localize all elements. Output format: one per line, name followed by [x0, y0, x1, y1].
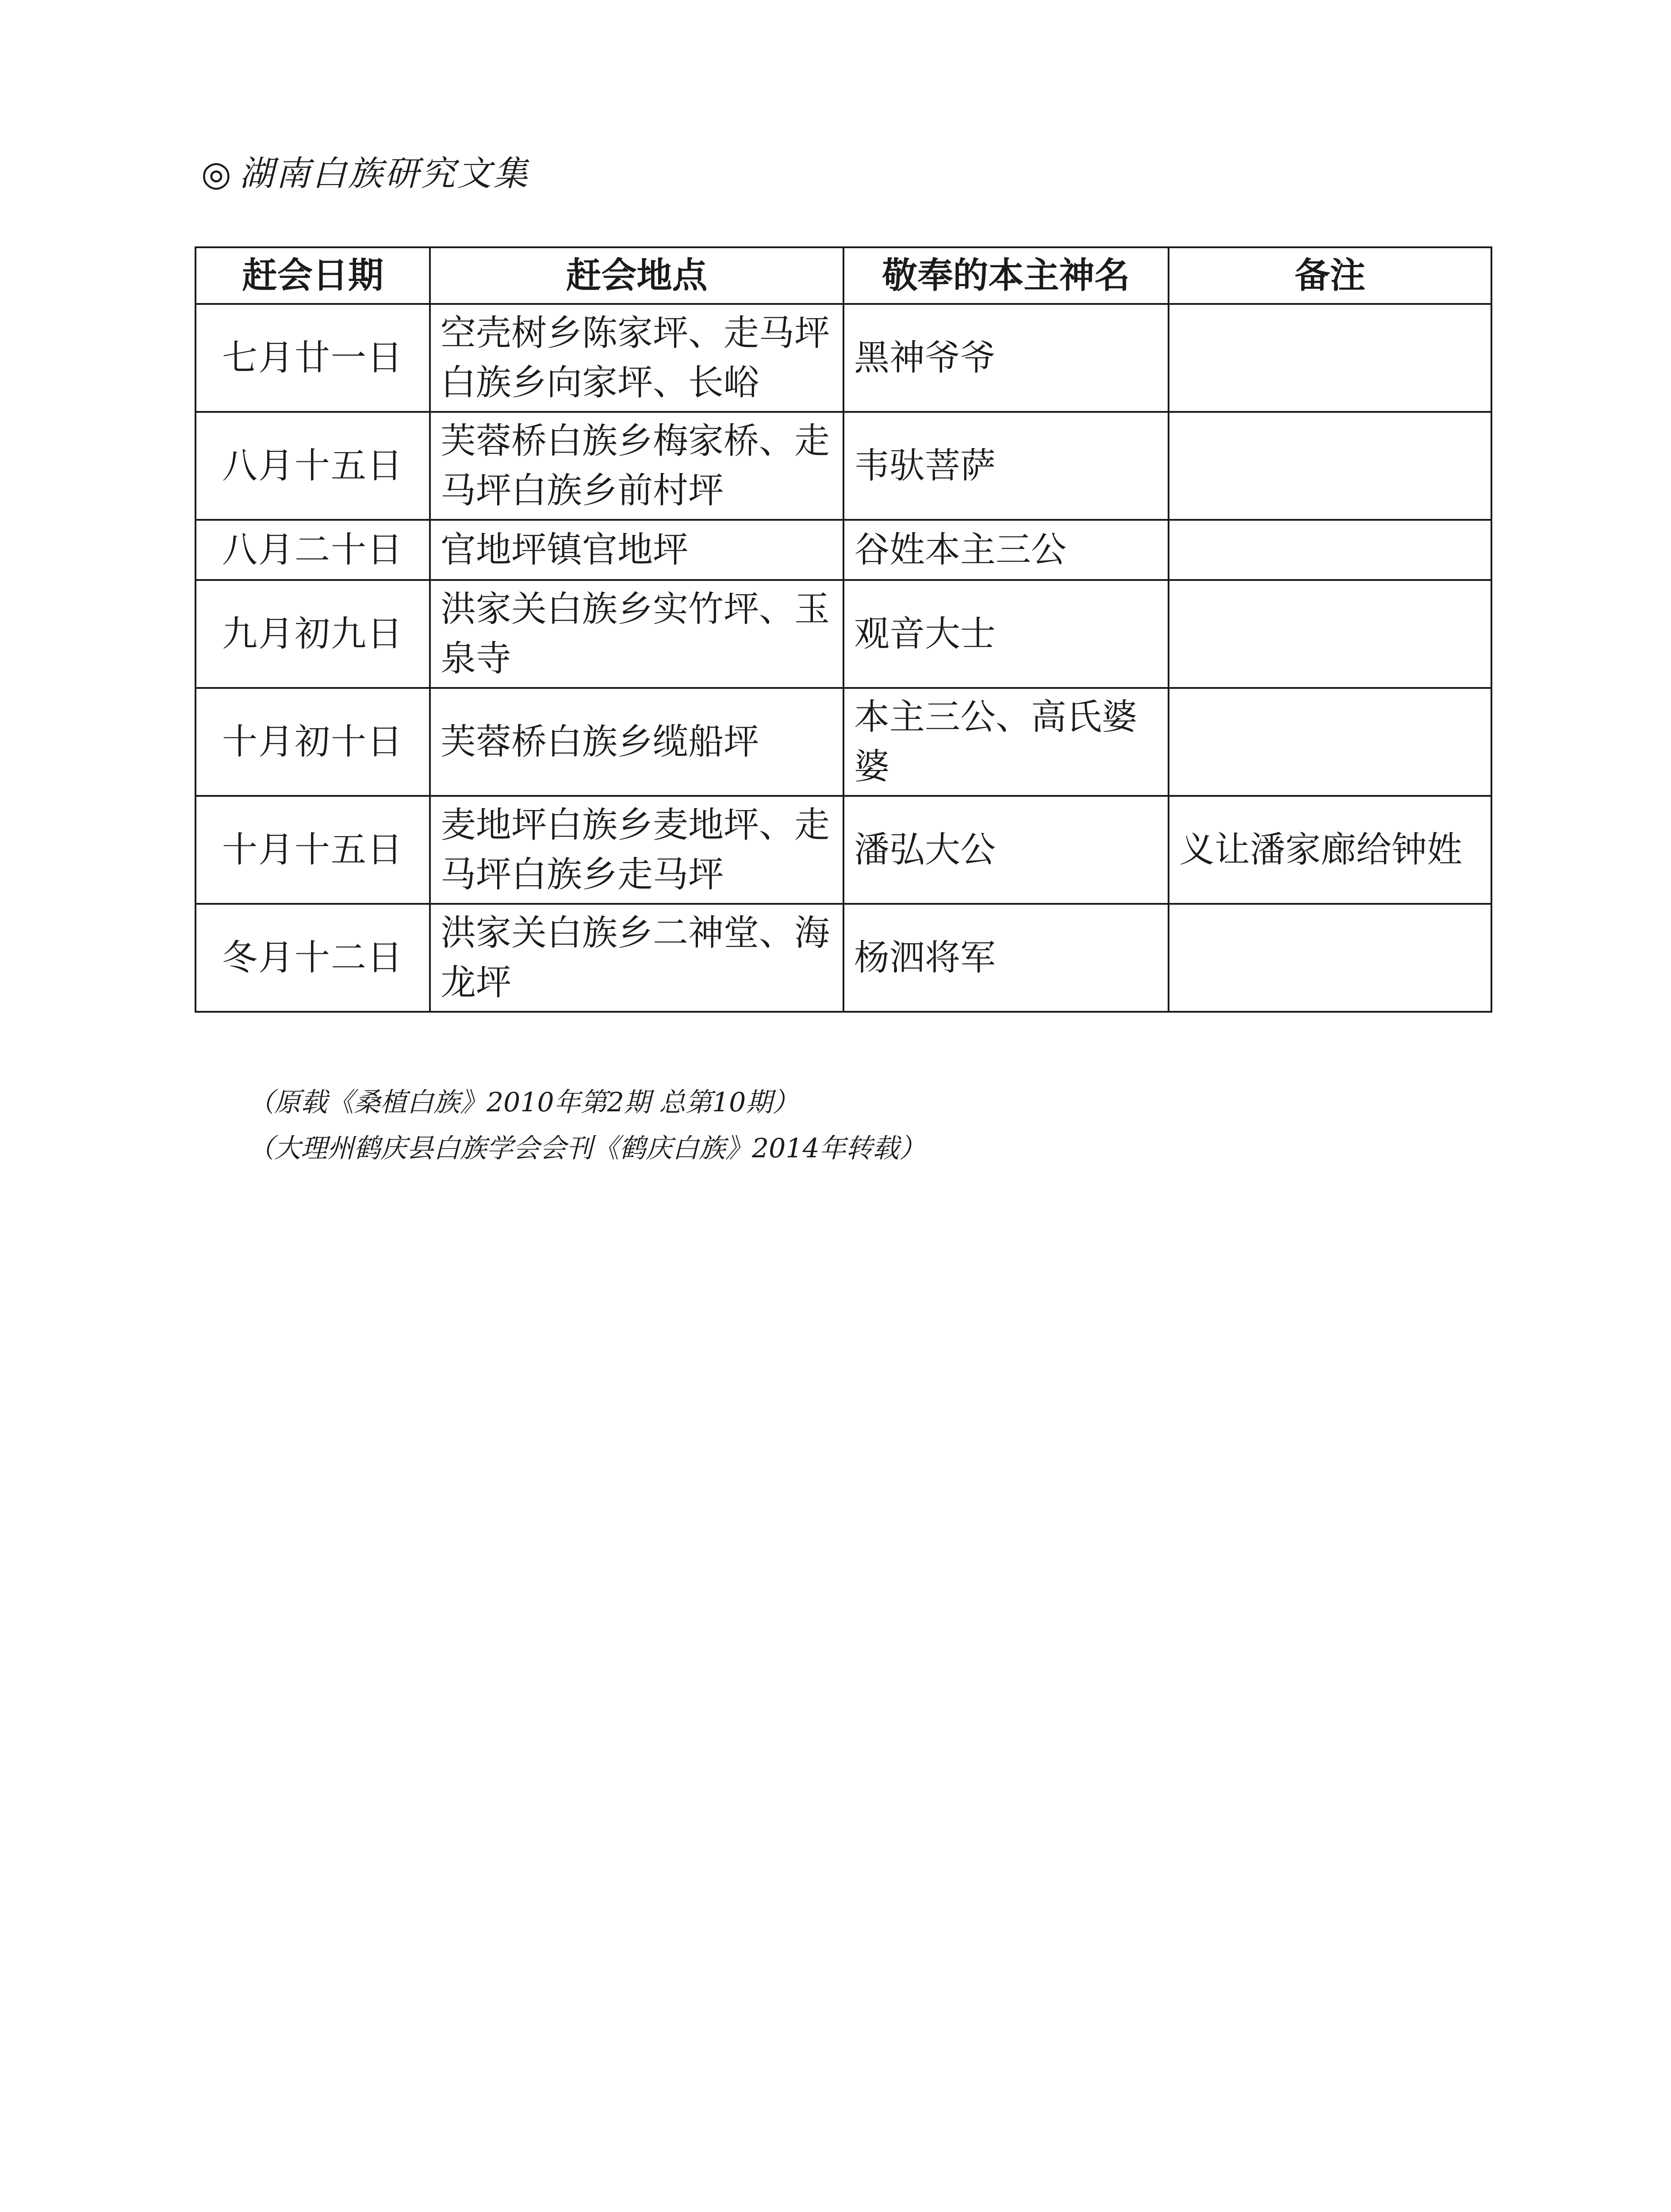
column-header-deity: 敬奉的本主神名	[843, 247, 1169, 304]
note-cell	[1169, 904, 1491, 1012]
double-circle-icon: ◎	[201, 154, 234, 194]
place-cell: 洪家关白族乡实竹坪、玉泉寺	[430, 580, 843, 688]
place-cell: 芙蓉桥白族乡缆船坪	[430, 688, 843, 796]
note-cell	[1169, 412, 1491, 520]
note-cell	[1169, 580, 1491, 688]
deity-cell: 黑神爷爷	[843, 304, 1169, 412]
table-row	[195, 412, 1491, 520]
table-row	[195, 580, 1491, 688]
deity-cell: 观音大士	[843, 580, 1169, 688]
note-cell	[1169, 688, 1491, 796]
table-row	[195, 520, 1491, 580]
date-cell: 八月二十日	[195, 520, 430, 580]
place-cell: 芙蓉桥白族乡梅家桥、走马坪白族乡前村坪	[430, 412, 843, 520]
column-header-note: 备注	[1169, 247, 1491, 304]
book-title: 湖南白族研究文集	[239, 154, 530, 194]
date-cell: 十月十五日	[195, 796, 430, 904]
place-cell: 麦地坪白族乡麦地坪、走马坪白族乡走马坪	[430, 796, 843, 904]
note-cell	[1169, 520, 1491, 580]
column-header-date: 赶会日期	[195, 247, 430, 304]
deity-cell: 韦驮菩萨	[843, 412, 1169, 520]
place-cell: 空壳树乡陈家坪、走马坪白族乡向家坪、长峪	[430, 304, 843, 412]
source-notes	[248, 1079, 926, 1171]
deity-cell: 谷姓本主三公	[843, 520, 1169, 580]
deity-cell: 杨泗将军	[843, 904, 1169, 1012]
date-cell: 八月十五日	[195, 412, 430, 520]
note-cell	[1169, 304, 1491, 412]
running-header	[201, 146, 529, 196]
table-row	[195, 796, 1491, 904]
date-cell: 冬月十二日	[195, 904, 430, 1012]
deity-cell: 本主三公、高氏婆婆	[843, 688, 1169, 796]
source-note-reprint: （大理州鹤庆县白族学会会刊《鹤庆白族》2014年转载）	[248, 1133, 926, 1164]
date-cell: 七月廿一日	[195, 304, 430, 412]
table-row	[195, 688, 1491, 796]
source-note-original: （原载《桑植白族》2010年第2期 总第10期）	[248, 1087, 799, 1118]
table-header-row	[195, 247, 1491, 304]
date-cell: 九月初九日	[195, 580, 430, 688]
table-row	[195, 904, 1491, 1012]
table-row	[195, 304, 1491, 412]
festival-table	[195, 246, 1492, 1013]
place-cell: 官地坪镇官地坪	[430, 520, 843, 580]
deity-cell: 潘弘大公	[843, 796, 1169, 904]
place-cell: 洪家关白族乡二神堂、海龙坪	[430, 904, 843, 1012]
note-cell: 义让潘家廊给钟姓	[1169, 796, 1491, 904]
date-cell: 十月初十日	[195, 688, 430, 796]
column-header-place: 赶会地点	[430, 247, 843, 304]
